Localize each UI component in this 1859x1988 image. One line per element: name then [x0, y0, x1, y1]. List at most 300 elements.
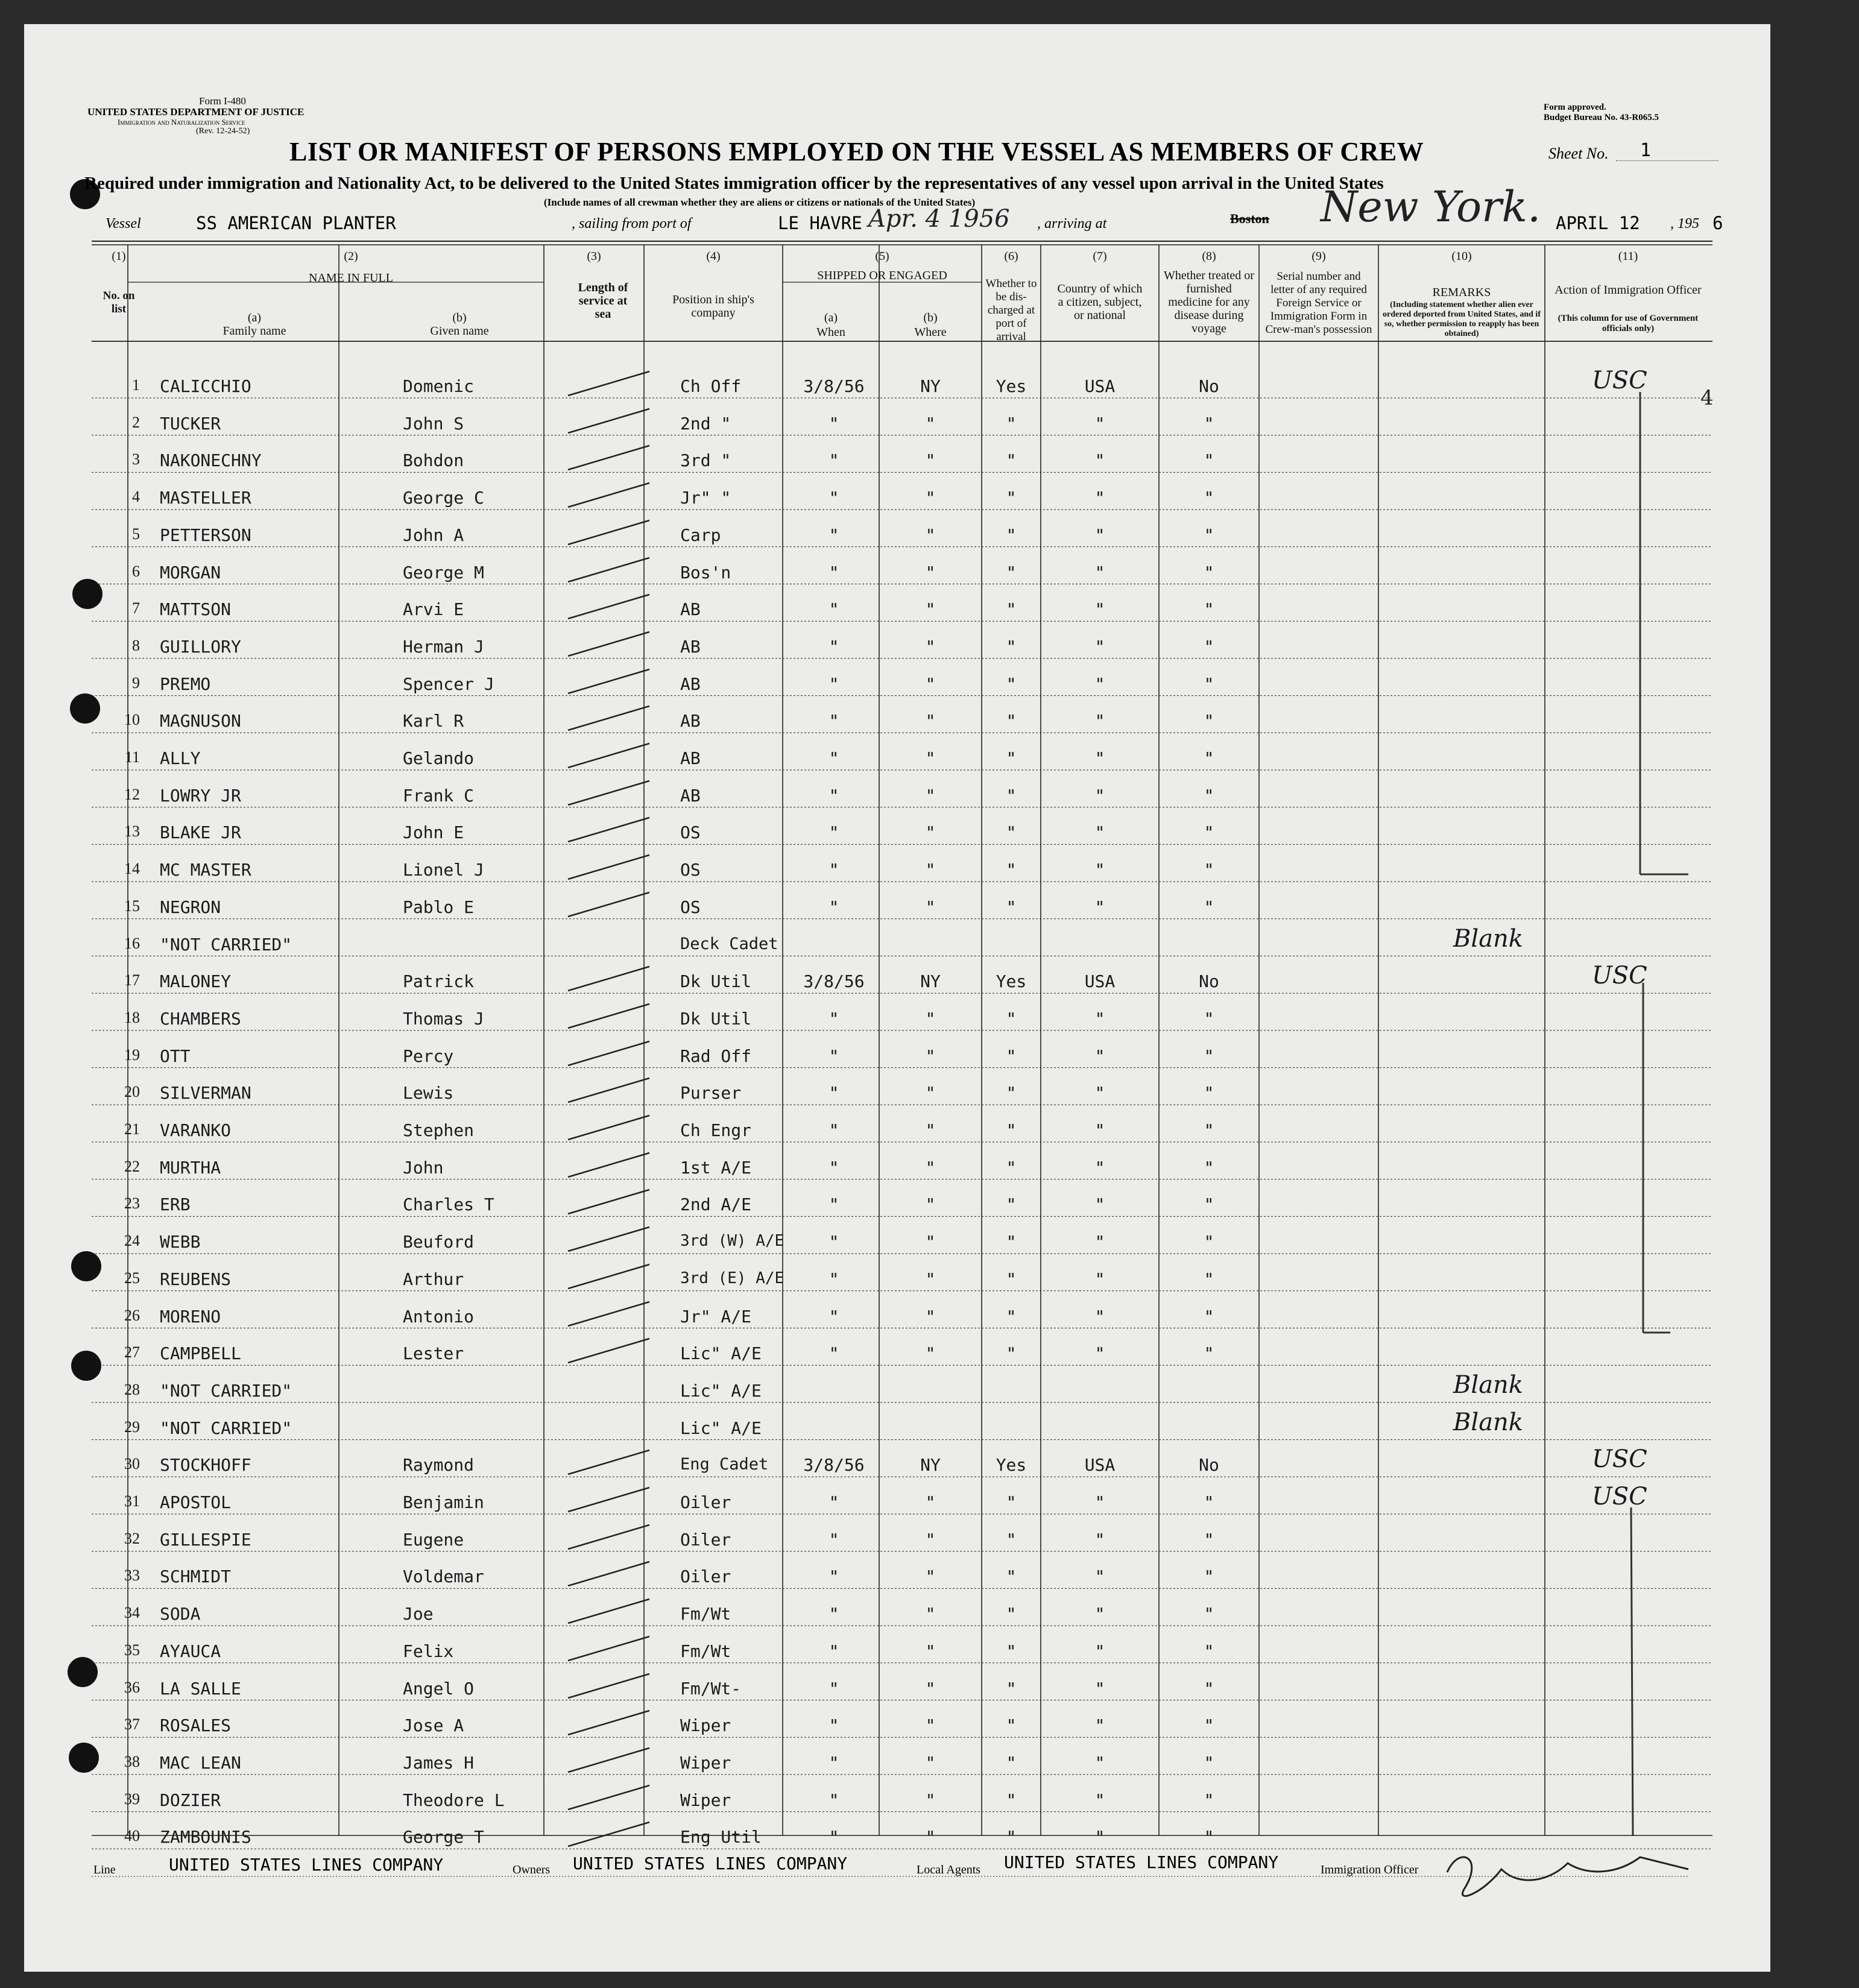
- family-name-cell: MURTHA: [160, 1157, 221, 1178]
- family-name-cell: WEBB: [160, 1232, 201, 1252]
- family-name-cell: SILVERMAN: [160, 1083, 251, 1103]
- table-row: [24, 1037, 1770, 1073]
- position-cell: Oiler: [680, 1529, 731, 1550]
- medicine-cell: ": [1204, 748, 1214, 768]
- medicine-cell: ": [1204, 785, 1214, 806]
- given-name-cell: Voldemar: [403, 1567, 484, 1587]
- medicine-cell: ": [1204, 413, 1214, 434]
- given-name-cell: Pablo E: [403, 897, 475, 917]
- family-name-cell: TUCKER: [160, 413, 221, 434]
- col-family-name: Family name: [223, 324, 286, 338]
- given-name-cell: Benjamin: [403, 1492, 484, 1512]
- discharged-cell: ": [1006, 1120, 1017, 1140]
- when-cell: ": [829, 562, 839, 582]
- revision-line: (Rev. 12-24-52): [196, 127, 250, 136]
- action-cell: USC: [1592, 367, 1647, 394]
- where-cell: ": [925, 562, 936, 582]
- position-cell: Carp: [680, 525, 721, 545]
- medicine-cell: ": [1204, 1715, 1214, 1736]
- where-cell: ": [925, 1492, 936, 1512]
- position-cell: AB: [680, 711, 701, 731]
- row-number: 8: [132, 636, 140, 654]
- discharged-cell: ": [1006, 1715, 1017, 1736]
- discharged-cell: ": [1006, 525, 1017, 545]
- discharged-cell: ": [1006, 1641, 1017, 1661]
- country-cell: ": [1094, 1790, 1105, 1810]
- where-cell: NY: [920, 971, 941, 992]
- when-cell: ": [829, 413, 839, 434]
- family-name-cell: MALONEY: [160, 971, 232, 992]
- table-row: [24, 1520, 1770, 1556]
- form-approved: Form approved.: [1544, 103, 1606, 112]
- table-row: [24, 701, 1770, 737]
- medicine-cell: ": [1204, 525, 1214, 545]
- discharged-cell: ": [1006, 450, 1017, 471]
- service-tick-mark: [544, 400, 664, 437]
- given-name-cell: Felix: [403, 1641, 454, 1661]
- position-cell: Lic" A/E: [680, 1380, 762, 1401]
- col-11-number: (11): [1618, 250, 1638, 263]
- where-cell: ": [925, 1008, 936, 1029]
- row-number: 39: [124, 1790, 140, 1808]
- given-name-cell: James H: [403, 1752, 475, 1773]
- where-cell: NY: [920, 1455, 941, 1475]
- country-cell: ": [1094, 413, 1105, 434]
- row-number: 24: [124, 1232, 140, 1250]
- family-name-cell: MAGNUSON: [160, 711, 241, 731]
- table-row: [24, 553, 1770, 589]
- discharged-cell: Yes: [996, 376, 1027, 396]
- col-2-number: (2): [344, 250, 358, 263]
- row-number: 16: [124, 934, 140, 952]
- family-name-cell: ROSALES: [160, 1715, 232, 1736]
- country-cell: ": [1094, 822, 1105, 843]
- col-discharged: Whether to be dis-charged at port of arrival: [985, 277, 1037, 343]
- row-number: 23: [124, 1194, 140, 1213]
- medicine-cell: ": [1204, 1678, 1214, 1699]
- country-cell: ": [1094, 450, 1105, 471]
- discharged-cell: ": [1006, 1008, 1017, 1029]
- country-cell: ": [1094, 785, 1105, 806]
- position-cell: AB: [680, 599, 701, 620]
- when-cell: ": [829, 1083, 839, 1103]
- service-tick-mark: [544, 1256, 664, 1292]
- family-name-cell: REUBENS: [160, 1269, 232, 1289]
- service-tick-mark: [544, 549, 664, 585]
- row-number: 27: [124, 1343, 140, 1362]
- year-prefix: , 195: [1670, 216, 1699, 232]
- service-tick-mark: [544, 1553, 664, 1589]
- position-cell: Deck Cadet: [680, 934, 778, 953]
- col-5-number: (5): [875, 250, 889, 263]
- service-tick-mark: [544, 1070, 664, 1106]
- when-cell: ": [829, 450, 839, 471]
- row-number: 40: [124, 1827, 140, 1845]
- given-name-cell: Lewis: [403, 1083, 454, 1103]
- given-name-cell: Joe: [403, 1604, 434, 1624]
- medicine-cell: ": [1204, 1827, 1214, 1848]
- given-name-cell: Herman J: [403, 636, 484, 657]
- row-number: 31: [124, 1492, 140, 1510]
- when-cell: ": [829, 1157, 839, 1178]
- discharged-cell: ": [1006, 1492, 1017, 1512]
- table-row: [24, 627, 1770, 663]
- table-row: [24, 1483, 1770, 1519]
- where-cell: ": [925, 413, 936, 434]
- col-4-number: (4): [706, 250, 721, 263]
- family-name-cell: SODA: [160, 1604, 201, 1624]
- row-number: 26: [124, 1306, 140, 1324]
- table-row: [24, 441, 1770, 477]
- discharged-cell: ": [1006, 1827, 1017, 1848]
- discharged-cell: ": [1006, 413, 1017, 434]
- where-cell: ": [925, 1120, 936, 1140]
- when-cell: ": [829, 822, 839, 843]
- medicine-cell: ": [1204, 562, 1214, 582]
- medicine-cell: ": [1204, 1343, 1214, 1364]
- position-cell: Bos'n: [680, 562, 731, 582]
- given-name-cell: Lionel J: [403, 860, 484, 880]
- discharged-cell: ": [1006, 1752, 1017, 1773]
- family-name-cell: "NOT CARRIED": [160, 934, 292, 955]
- col-serial-number: Serial number and letter of any required Foreign Service or Immigration Form in Crew-man's possession: [1265, 270, 1372, 336]
- family-name-cell: VARANKO: [160, 1120, 232, 1140]
- when-cell: ": [829, 711, 839, 731]
- service-tick-mark: [544, 1293, 664, 1330]
- family-name-cell: LA SALLE: [160, 1678, 241, 1699]
- row-number: 22: [124, 1157, 140, 1175]
- given-name-cell: Karl R: [403, 711, 464, 731]
- col-where: Where: [914, 326, 947, 339]
- where-cell: ": [925, 1604, 936, 1624]
- given-name-cell: John: [403, 1157, 444, 1178]
- table-row: [24, 516, 1770, 552]
- when-cell: ": [829, 1120, 839, 1140]
- row-number: 18: [124, 1008, 140, 1026]
- position-cell: Dk Util: [680, 971, 752, 992]
- service-tick-mark: [544, 363, 664, 399]
- position-cell: 1st A/E: [680, 1157, 752, 1178]
- table-row: [24, 1669, 1770, 1705]
- row-number: 38: [124, 1752, 140, 1770]
- where-cell: ": [925, 1194, 936, 1215]
- given-name-cell: Antonio: [403, 1306, 475, 1327]
- medicine-cell: ": [1204, 1008, 1214, 1029]
- given-name-cell: John A: [403, 525, 464, 545]
- medicine-cell: ": [1204, 1046, 1214, 1066]
- table-row: [24, 1445, 1770, 1482]
- where-cell: ": [925, 1083, 936, 1103]
- service-tick-mark: [544, 698, 664, 734]
- where-cell: ": [925, 488, 936, 508]
- table-row: [24, 1743, 1770, 1779]
- when-cell: ": [829, 860, 839, 880]
- where-cell: ": [925, 860, 936, 880]
- country-cell: ": [1094, 1269, 1105, 1289]
- service-tick-mark: [544, 437, 664, 473]
- col-1-number: (1): [112, 250, 126, 263]
- service-tick-mark: [544, 1033, 664, 1069]
- family-name-cell: PREMO: [160, 674, 211, 694]
- when-cell: ": [829, 1641, 839, 1661]
- family-name-cell: ALLY: [160, 748, 201, 768]
- when-cell: ": [829, 1529, 839, 1550]
- country-cell: ": [1094, 1083, 1105, 1103]
- table-row: [24, 1297, 1770, 1333]
- country-cell: ": [1094, 1046, 1105, 1066]
- discharged-cell: ": [1006, 488, 1017, 508]
- col-9-number: (9): [1311, 250, 1326, 263]
- service-tick-mark: [544, 1181, 664, 1217]
- given-name-cell: Gelando: [403, 748, 475, 768]
- when-cell: ": [829, 897, 839, 917]
- given-name-cell: Stephen: [403, 1120, 475, 1140]
- row-number: 11: [124, 748, 140, 766]
- table-row: [24, 1557, 1770, 1593]
- discharged-cell: ": [1006, 1046, 1017, 1066]
- col-given-letter: (b): [452, 311, 467, 324]
- position-cell: OS: [680, 897, 701, 917]
- medicine-cell: ": [1204, 1641, 1214, 1661]
- row-number: 37: [124, 1715, 140, 1734]
- row-number: 7: [132, 599, 140, 617]
- footer-line: UNITED STATES LINES COMPANY: [169, 1855, 444, 1875]
- family-name-cell: MASTELLER: [160, 488, 251, 508]
- when-cell: ": [829, 1008, 839, 1029]
- table-row: [24, 1148, 1770, 1184]
- discharged-cell: ": [1006, 785, 1017, 806]
- country-cell: ": [1094, 897, 1105, 917]
- table-row: [24, 590, 1770, 626]
- when-cell: ": [829, 748, 839, 768]
- position-cell: 3rd ": [680, 450, 731, 471]
- medicine-cell: ": [1204, 1232, 1214, 1252]
- discharged-cell: ": [1006, 860, 1017, 880]
- discharged-cell: ": [1006, 1157, 1017, 1178]
- when-cell: ": [829, 488, 839, 508]
- position-cell: 3rd (E) A/E: [680, 1269, 784, 1287]
- family-name-cell: BLAKE JR: [160, 822, 241, 843]
- service-tick-mark: [544, 1702, 664, 1738]
- remarks-cell: Blank: [1453, 924, 1524, 953]
- given-name-cell: George M: [403, 562, 484, 582]
- position-cell: Jr" ": [680, 488, 731, 508]
- family-name-cell: GILLESPIE: [160, 1529, 251, 1550]
- row-number: 4: [132, 488, 140, 506]
- when-cell: ": [829, 674, 839, 694]
- given-name-cell: Raymond: [403, 1455, 475, 1475]
- col-10-number: (10): [1451, 250, 1472, 263]
- when-cell: ": [829, 1604, 839, 1624]
- table-row: [24, 962, 1770, 998]
- when-cell: 3/8/56: [803, 1455, 865, 1475]
- service-tick-mark: [544, 772, 664, 809]
- country-cell: ": [1094, 1604, 1105, 1624]
- vessel-label: Vessel: [106, 216, 141, 232]
- where-cell: ": [925, 1752, 936, 1773]
- position-cell: 2nd ": [680, 413, 731, 434]
- discharged-cell: ": [1006, 711, 1017, 731]
- sheet-label: Sheet No.: [1548, 145, 1609, 162]
- service-tick-mark: [544, 1516, 664, 1553]
- service-tick-mark: [544, 884, 664, 920]
- where-cell: ": [925, 748, 936, 768]
- footer-officer-label: Immigration Officer: [1321, 1863, 1419, 1876]
- discharged-cell: Yes: [996, 971, 1027, 992]
- where-cell: ": [925, 897, 936, 917]
- when-cell: ": [829, 636, 839, 657]
- row-number: 2: [132, 413, 140, 431]
- given-name-cell: Eugene: [403, 1529, 464, 1550]
- col-where-letter: (b): [923, 311, 938, 324]
- table-row: [24, 999, 1770, 1035]
- medicine-cell: ": [1204, 1790, 1214, 1810]
- col-action: Action of Immigration Officer: [1554, 283, 1702, 297]
- sheet-number: 1: [1640, 140, 1652, 161]
- col-name-in-full: NAME IN FULL: [309, 271, 393, 285]
- service-tick-mark: [544, 809, 664, 845]
- country-cell: USA: [1084, 376, 1116, 396]
- medicine-cell: ": [1204, 599, 1214, 620]
- family-name-cell: MATTSON: [160, 599, 232, 620]
- family-name-cell: MC MASTER: [160, 860, 251, 880]
- family-name-cell: GUILLORY: [160, 636, 241, 657]
- table-row: [24, 1334, 1770, 1370]
- footer-agents-label: Local Agents: [917, 1863, 981, 1876]
- medicine-cell: ": [1204, 636, 1214, 657]
- service-tick-mark: [544, 1330, 664, 1366]
- table-row: [24, 1632, 1770, 1668]
- medicine-cell: ": [1204, 860, 1214, 880]
- row-number: 14: [124, 860, 140, 878]
- position-cell: Ch Off: [680, 376, 742, 396]
- row-number: 34: [124, 1604, 140, 1622]
- row-number: 29: [124, 1418, 140, 1436]
- medicine-cell: ": [1204, 822, 1214, 843]
- position-cell: 3rd (W) A/E: [680, 1232, 784, 1251]
- where-cell: ": [925, 1529, 936, 1550]
- medicine-cell: ": [1204, 1083, 1214, 1103]
- table-row: [24, 1260, 1770, 1296]
- when-cell: ": [829, 1827, 839, 1848]
- manifest-sheet: [24, 24, 1770, 1972]
- where-cell: ": [925, 599, 936, 620]
- table-row: [24, 1409, 1770, 1445]
- where-cell: ": [925, 1641, 936, 1661]
- where-cell: ": [925, 1157, 936, 1178]
- table-row: [24, 1817, 1770, 1854]
- action-cell: USC: [1592, 1445, 1647, 1474]
- position-cell: Purser: [680, 1083, 742, 1103]
- discharged-cell: ": [1006, 636, 1017, 657]
- table-row: [24, 1706, 1770, 1742]
- service-tick-mark: [544, 996, 664, 1032]
- country-cell: ": [1094, 1008, 1105, 1029]
- country-cell: ": [1094, 1157, 1105, 1178]
- medicine-cell: No: [1199, 376, 1219, 396]
- row-number: 6: [132, 562, 140, 580]
- page-subtitle: Required under immigration and Nationality Act, to be delivered to the United States immigration officer by the representatives of any vessel upon arrival in the United States: [84, 174, 1384, 193]
- table-row: [24, 888, 1770, 924]
- when-cell: ": [829, 1269, 839, 1289]
- service-tick-mark: [544, 661, 664, 697]
- family-name-cell: LOWRY JR: [160, 785, 241, 806]
- family-name-cell: NEGRON: [160, 897, 221, 917]
- position-cell: Eng Cadet: [680, 1455, 769, 1474]
- where-cell: ": [925, 1269, 936, 1289]
- service-tick-mark: [544, 1740, 664, 1776]
- when-cell: 3/8/56: [803, 971, 865, 992]
- country-cell: ": [1094, 1641, 1105, 1661]
- family-name-cell: ZAMBOUNIS: [160, 1827, 251, 1848]
- discharged-cell: ": [1006, 748, 1017, 768]
- service-tick-mark: [544, 1814, 664, 1850]
- country-cell: ": [1094, 1194, 1105, 1215]
- position-cell: Oiler: [680, 1492, 731, 1512]
- country-cell: ": [1094, 674, 1105, 694]
- family-name-cell: CAMPBELL: [160, 1343, 241, 1364]
- where-cell: ": [925, 1306, 936, 1327]
- footer-line-label: Line: [93, 1863, 116, 1876]
- medicine-cell: ": [1204, 1567, 1214, 1587]
- given-name-cell: John S: [403, 413, 464, 434]
- position-cell: Eng Util: [680, 1827, 762, 1848]
- table-row: [24, 925, 1770, 961]
- col-position: Position in ship's company: [672, 293, 754, 320]
- given-name-cell: Percy: [403, 1046, 454, 1066]
- service-line: Immigration and Naturalization Service: [118, 118, 245, 127]
- col-action-note: (This column for use of Government officials only): [1558, 314, 1699, 333]
- medicine-cell: ": [1204, 1269, 1214, 1289]
- where-cell: ": [925, 1790, 936, 1810]
- medicine-cell: ": [1204, 1752, 1214, 1773]
- given-name-cell: Spencer J: [403, 674, 494, 694]
- form-number: Form I-480: [199, 95, 246, 107]
- discharged-cell: ": [1006, 562, 1017, 582]
- given-name-cell: Theodore L: [403, 1790, 505, 1810]
- given-name-cell: Domenic: [403, 376, 475, 396]
- row-number: 33: [124, 1567, 140, 1585]
- page-title: LIST OR MANIFEST OF PERSONS EMPLOYED ON THE VESSEL AS MEMBERS OF CREW: [289, 137, 1424, 166]
- medicine-cell: ": [1204, 1157, 1214, 1178]
- col-when: When: [816, 326, 845, 339]
- row-number: 36: [124, 1678, 140, 1696]
- row-number: 3: [132, 450, 140, 469]
- position-cell: Wiper: [680, 1752, 731, 1773]
- medicine-cell: No: [1199, 971, 1219, 992]
- service-tick-mark: [544, 1591, 664, 1627]
- table-row: [24, 1371, 1770, 1407]
- medicine-cell: ": [1204, 1194, 1214, 1215]
- position-cell: 2nd A/E: [680, 1194, 752, 1215]
- table-row: [24, 1073, 1770, 1109]
- service-tick-mark: [544, 623, 664, 660]
- discharged-cell: ": [1006, 897, 1017, 917]
- medicine-cell: ": [1204, 1306, 1214, 1327]
- where-cell: NY: [920, 376, 941, 396]
- col-7-number: (7): [1093, 250, 1107, 263]
- year-digit: 6: [1712, 213, 1723, 233]
- family-name-cell: CALICCHIO: [160, 376, 251, 396]
- family-name-cell: MAC LEAN: [160, 1752, 241, 1773]
- family-name-cell: DOZIER: [160, 1790, 221, 1810]
- where-cell: ": [925, 1678, 936, 1699]
- when-cell: ": [829, 1752, 839, 1773]
- when-cell: ": [829, 1567, 839, 1587]
- budget-bureau: Budget Bureau No. 43-R065.5: [1544, 113, 1659, 122]
- row-number: 1: [132, 376, 140, 394]
- country-cell: ": [1094, 1306, 1105, 1327]
